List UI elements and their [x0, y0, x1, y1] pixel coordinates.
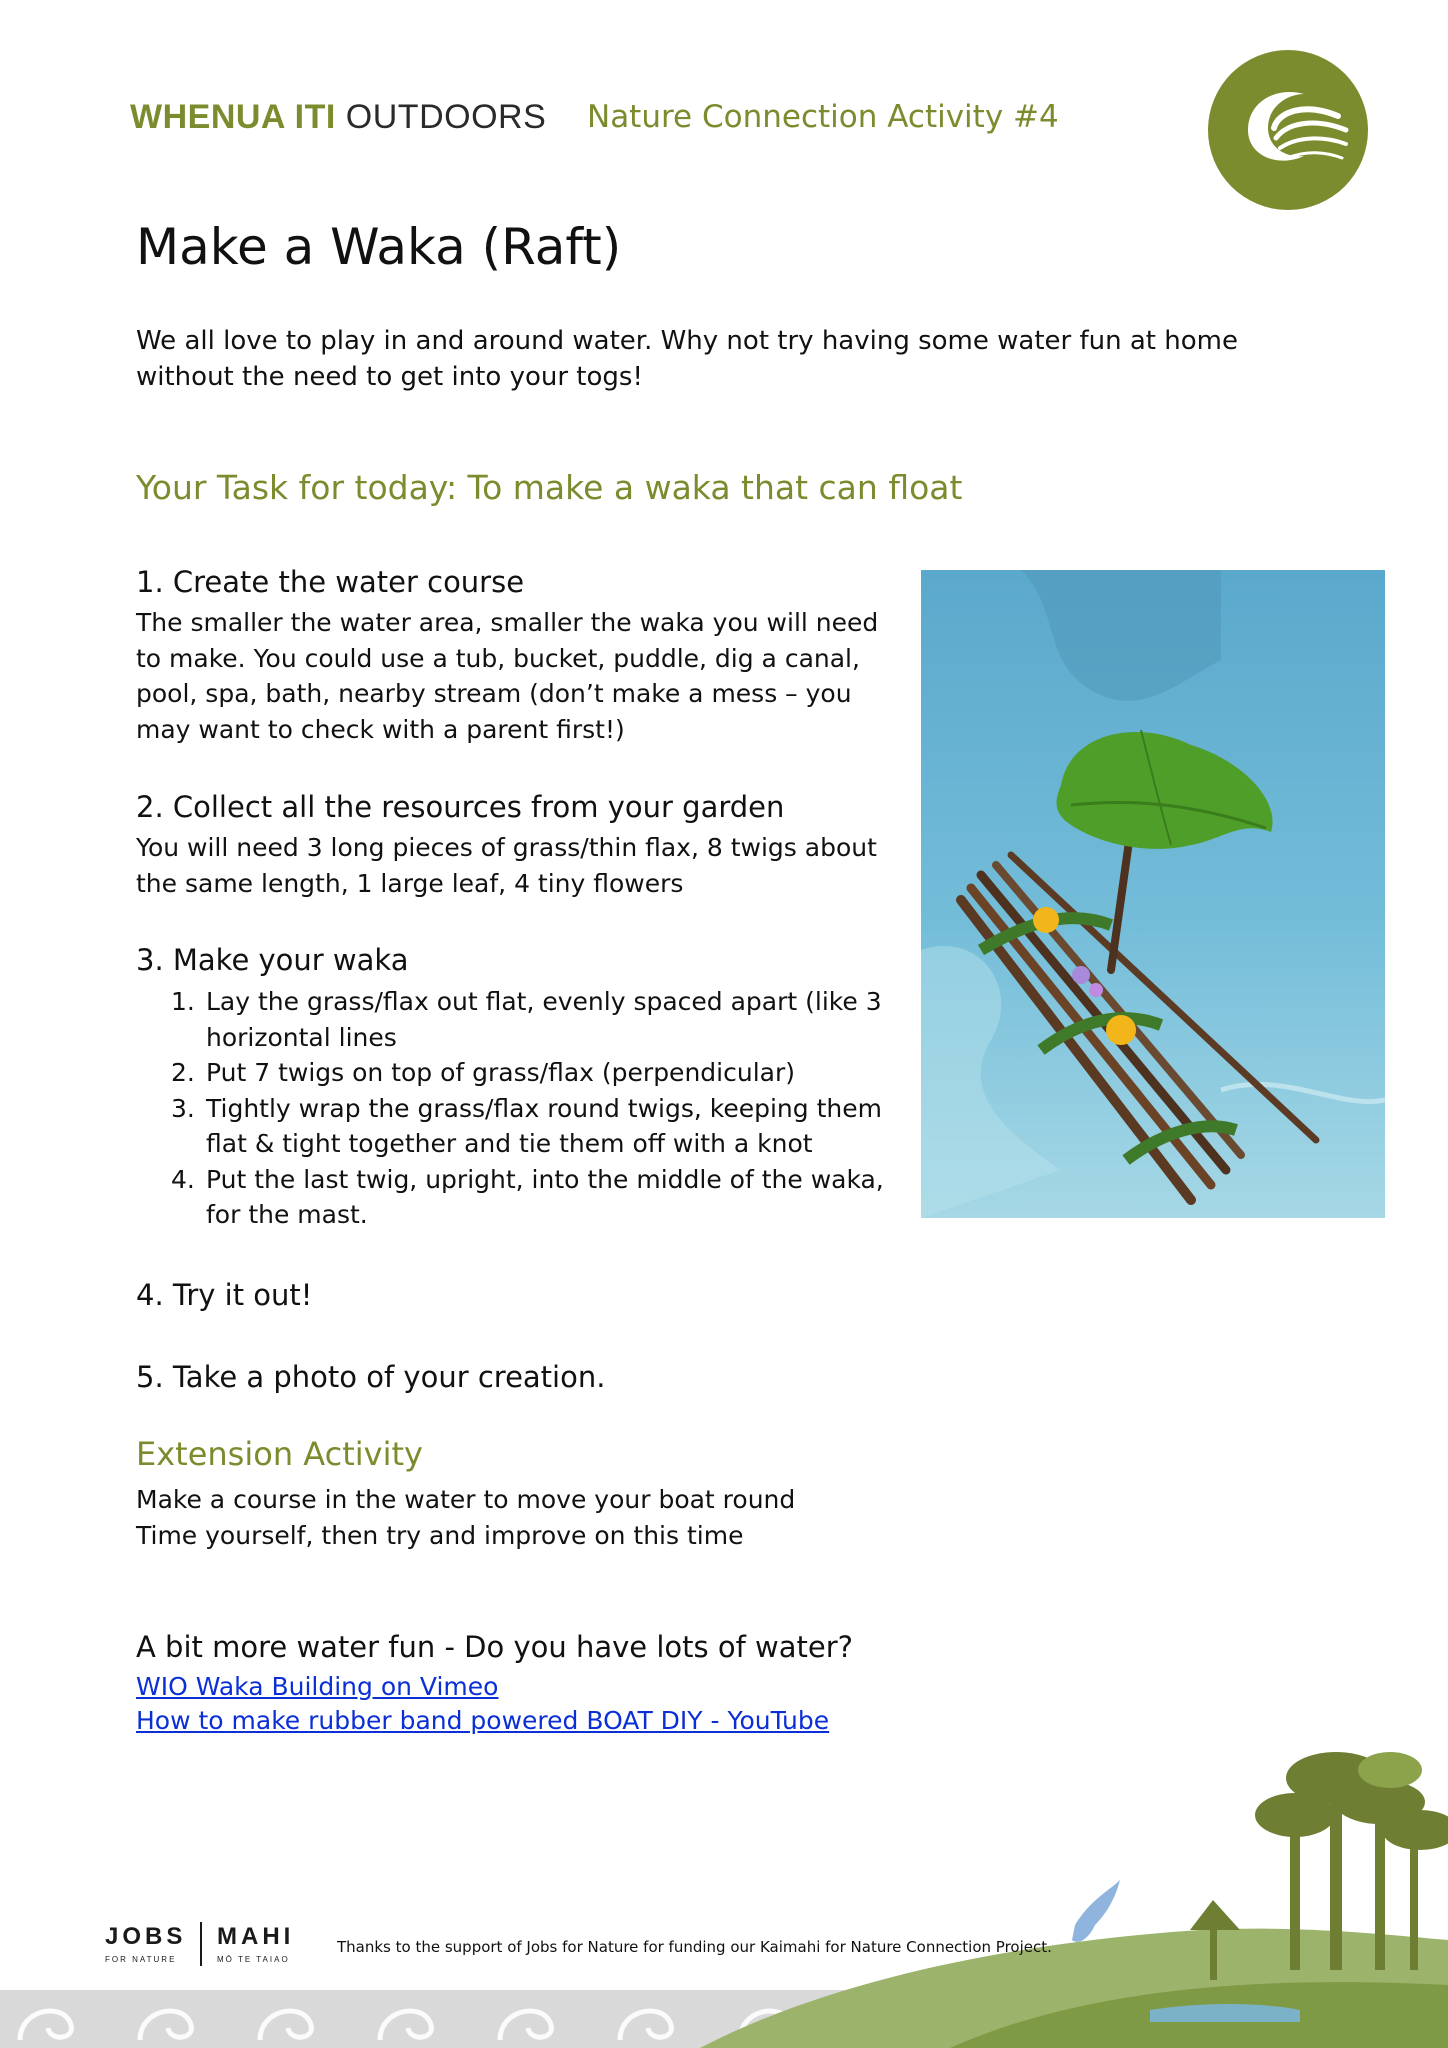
brand-wordmark: [130, 98, 546, 137]
section-5-heading: 5. Take a photo of your creation.: [136, 1360, 606, 1394]
waka-raft-photo: [921, 570, 1385, 1218]
jobs-sub: FOR NATURE: [105, 1955, 177, 1964]
list-item: [136, 1162, 906, 1233]
section-2-heading: 2. Collect all the resources from your garden: [136, 790, 785, 824]
section-2-body: You will need 3 long pieces of grass/thin flax, 8 twigs about the same length, 1 large leaf, 4 tiny flowers: [136, 833, 877, 898]
step-number: 1.: [171, 987, 195, 1016]
footer-thanks: Thanks to the support of Jobs for Nature for funding our Kaimahi for Nature Connection Project.: [337, 1938, 1052, 1956]
brand-outdoors: OUTDOORS: [345, 98, 547, 136]
more-heading: A bit more water fun - Do you have lots of water?: [136, 1630, 854, 1664]
mahi-word: MAHI: [217, 1923, 295, 1950]
list-item: [136, 1055, 906, 1091]
step-text: Put 7 twigs on top of grass/flax (perpendicular): [206, 1058, 795, 1087]
task-heading: Your Task for today: To make a waka that can float: [136, 468, 963, 507]
step-number: 2.: [171, 1058, 195, 1087]
mahi-sub: MŌ TE TAIAO: [217, 1955, 290, 1964]
list-item: [136, 1091, 906, 1162]
brand-whenua-iti: WHENUA ITI: [130, 98, 336, 136]
activity-label: Nature Connection Activity #4: [587, 99, 1059, 135]
vimeo-link[interactable]: WIO Waka Building on Vimeo: [136, 1672, 499, 1701]
steps-list: [136, 984, 906, 1233]
section-3-heading: 3. Make your waka: [136, 943, 409, 977]
extension-line-1: Make a course in the water to move your boat round: [136, 1485, 796, 1514]
youtube-link[interactable]: How to make rubber band powered BOAT DIY - YouTube: [136, 1706, 830, 1735]
section-1-body: The smaller the water area, smaller the waka you will need to make. You could use a tub, bucket, puddle, dig a canal, pool, spa, bath, nearby stream (don’t make a mess – you may want to check with a parent first!): [136, 608, 879, 744]
whenua-iti-logo: [1208, 50, 1368, 210]
section-1-heading: 1. Create the water course: [136, 565, 525, 599]
step-number: 4.: [171, 1164, 195, 1194]
step-text: Lay the grass/flax out flat, evenly spaced apart (like 3 horizontal lines: [206, 987, 882, 1052]
step-text: Tightly wrap the grass/flax round twigs, keeping them flat & tight together and tie them off with a knot: [206, 1093, 882, 1158]
jobs-for-nature-logo: [105, 1918, 315, 1968]
footer-landscape-illustration: [0, 1740, 1448, 2048]
extension-line-2: Time yourself, then try and improve on this time: [136, 1521, 744, 1550]
page-title: Make a Waka (Raft): [136, 218, 622, 276]
extension-heading: Extension Activity: [136, 1435, 423, 1473]
list-item: [136, 984, 906, 1055]
jobs-word: JOBS: [105, 1923, 187, 1950]
section-4-heading: 4. Try it out!: [136, 1278, 313, 1312]
step-text: Put the last twig, upright, into the middle of the waka, for the mast.: [206, 1164, 884, 1229]
step-number: 3.: [171, 1093, 195, 1123]
intro-paragraph: We all love to play in and around water. Why not try having some water fun at home without the need to get into your togs!: [136, 326, 1238, 392]
